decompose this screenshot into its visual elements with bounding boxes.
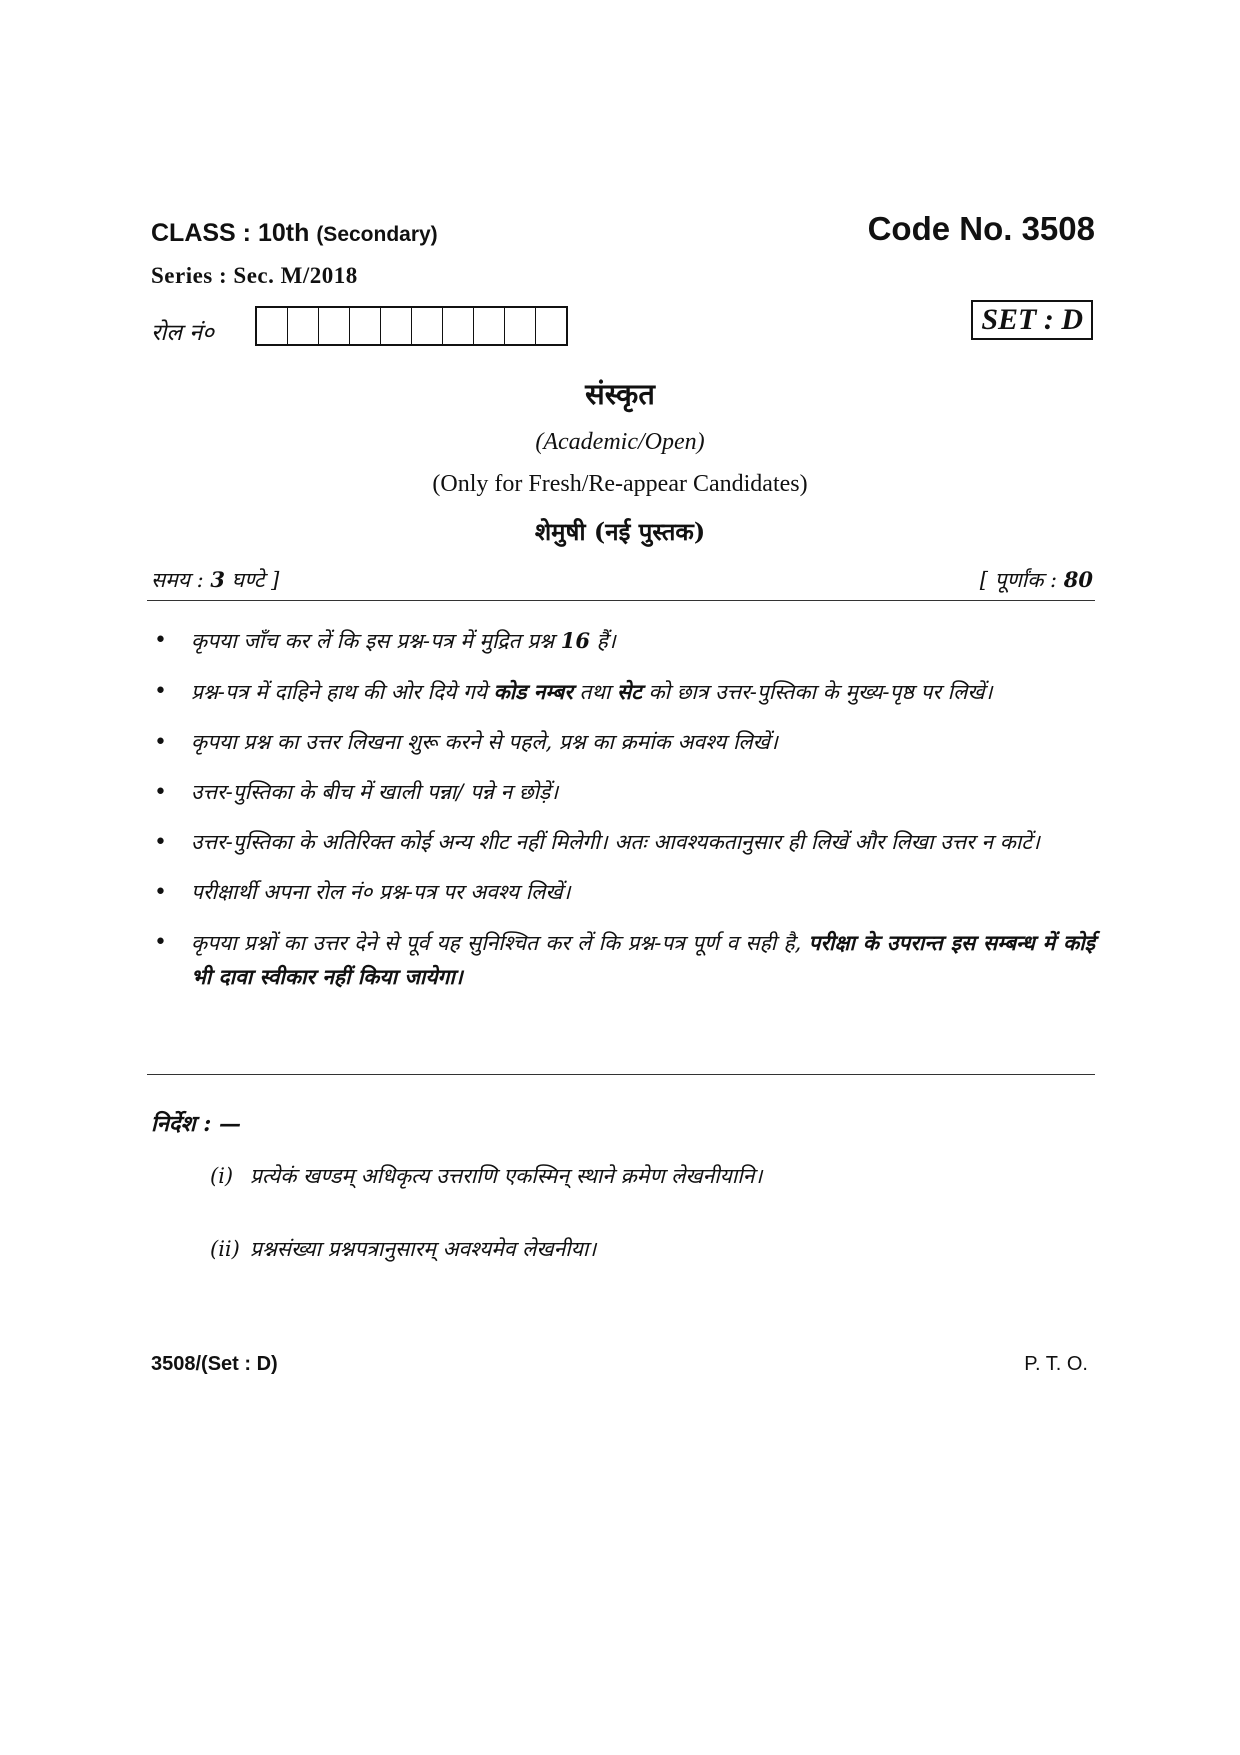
- roll-number-box[interactable]: [319, 308, 350, 344]
- roll-number-label: रोल नं०: [151, 320, 214, 346]
- instruction-text: हैं।: [589, 629, 616, 653]
- direction-text: प्रश्नसंख्या प्रश्नपत्रानुसारम् अवश्यमेव लेखनीया।: [250, 1237, 597, 1261]
- bullet-icon: •: [154, 730, 167, 755]
- direction-item: [210, 1162, 762, 1190]
- roll-number-box[interactable]: [443, 308, 474, 344]
- instructions-list: [151, 624, 1095, 1011]
- bullet-icon: •: [154, 679, 167, 704]
- roll-number-box[interactable]: [412, 308, 443, 344]
- roll-number-box[interactable]: [350, 308, 381, 344]
- class-label: [151, 219, 438, 248]
- bullet-icon: •: [154, 780, 167, 805]
- bullet-icon: •: [154, 628, 167, 653]
- direction-text: प्रत्येकं खण्डम् अधिकृत्य उत्तराणि एकस्मिन् स्थाने क्रमेण लेखनीयानि।: [250, 1164, 763, 1188]
- instruction-item: [151, 876, 1095, 909]
- top-divider: [147, 600, 1095, 601]
- roll-number-box[interactable]: [288, 308, 319, 344]
- instruction-text: उत्तर-पुस्तिका के अतिरिक्त कोई अन्य शीट नहीं मिलेगी। अतः आवश्यकतानुसार ही लिखें और लिखा उत्तर न काटें।: [191, 830, 1040, 854]
- direction-number: (i): [210, 1164, 234, 1188]
- footer-code: 3508/(Set : D): [151, 1353, 278, 1375]
- instruction-text: तथा: [572, 680, 618, 704]
- book-title: शेमुषी (नई पुस्तक): [534, 517, 706, 546]
- mode-subtitle: (Academic/Open): [535, 429, 705, 455]
- instruction-text: कृपया प्रश्नों का उत्तर देने से पूर्व यह सुनिश्चित कर लें कि प्रश्न-पत्र पूर्ण व सही है,: [191, 931, 809, 955]
- series-label: Series : Sec. M/2018: [151, 263, 358, 288]
- instruction-emphasis: कोड नम्बर: [493, 679, 573, 704]
- time-info: [151, 566, 279, 594]
- instruction-emphasis: परीक्षा के उपरान्त इस सम्बन्ध में कोई भी दावा स्वीकार नहीं किया जायेगा।: [191, 930, 1095, 989]
- instruction-text: कृपया जाँच कर लें कि इस प्रश्न-पत्र में मुद्रित प्रश्न: [191, 629, 561, 653]
- bullet-icon: •: [154, 930, 167, 955]
- instruction-item: [151, 926, 1095, 994]
- instruction-text: को छात्र उत्तर-पुस्तिका के मुख्य-पृष्ठ पर लिखें।: [641, 680, 993, 704]
- roll-number-boxes[interactable]: [255, 306, 568, 346]
- set-badge: SET : D: [971, 300, 1093, 340]
- class-text: CLASS : 10th: [151, 219, 310, 247]
- roll-number-box[interactable]: [505, 308, 536, 344]
- instruction-item: [151, 624, 1095, 658]
- marks-info: [980, 566, 1093, 594]
- roll-number-box[interactable]: [474, 308, 505, 344]
- direction-item: [210, 1235, 596, 1263]
- instruction-emphasis: सेट: [617, 679, 642, 704]
- instruction-item: [151, 826, 1095, 859]
- bullet-icon: •: [154, 880, 167, 905]
- marks-value: 80: [1063, 567, 1093, 592]
- footer-pto: P. T. O.: [1024, 1353, 1088, 1375]
- instruction-text: प्रश्न-पत्र में दाहिने हाथ की ओर दिये गये: [191, 680, 494, 704]
- instruction-item: [151, 726, 1095, 759]
- class-sub-text: (Secondary): [316, 223, 438, 246]
- instruction-text: परीक्षार्थी अपना रोल नं० प्रश्न-पत्र पर अवश्य लिखें।: [191, 880, 571, 904]
- instruction-text: उत्तर-पुस्तिका के बीच में खाली पन्ना/ पन्ने न छोड़ें।: [191, 780, 559, 804]
- directions-heading: निर्देश : —: [151, 1111, 241, 1137]
- instruction-item: [151, 776, 1095, 809]
- code-number: Code No. 3508: [867, 210, 1095, 247]
- roll-number-box[interactable]: [381, 308, 412, 344]
- marks-prefix: [ पूर्णांक :: [979, 568, 1064, 592]
- candidates-subtitle: (Only for Fresh/Re-appear Candidates): [432, 471, 808, 497]
- roll-number-box[interactable]: [257, 308, 288, 344]
- instruction-text: कृपया प्रश्न का उत्तर लिखना शुरू करने से पहले, प्रश्न का क्रमांक अवश्य लिखें।: [191, 730, 778, 754]
- instruction-item: [151, 675, 1095, 709]
- instruction-emphasis: 16: [560, 628, 590, 653]
- bullet-icon: •: [154, 830, 167, 855]
- roll-number-box[interactable]: [536, 308, 566, 344]
- time-prefix: समय :: [151, 568, 211, 592]
- direction-number: (ii): [210, 1237, 240, 1261]
- bottom-divider: [147, 1074, 1095, 1075]
- time-suffix: घण्टे ]: [225, 568, 280, 592]
- subject-title: संस्कृत: [585, 377, 655, 411]
- time-value: 3: [210, 567, 225, 592]
